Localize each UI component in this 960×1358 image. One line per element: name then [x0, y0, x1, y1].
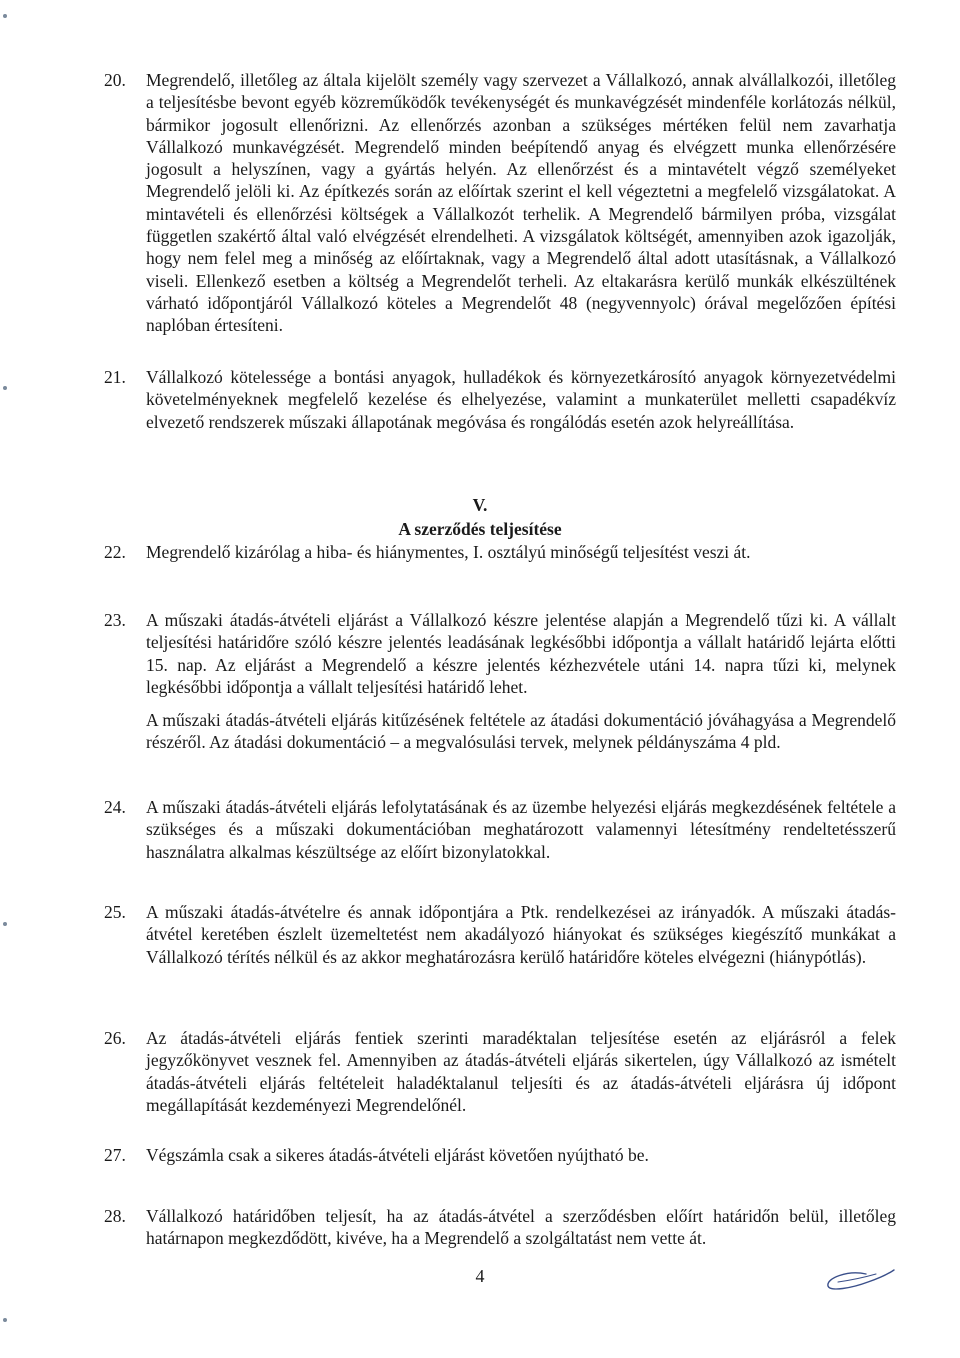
section-number: V. — [472, 495, 488, 515]
clause-paragraph: Végszámla csak a sikeres átadás-átvételi eljárást követően nyújtható be. — [146, 1145, 649, 1165]
clause-body — [146, 366, 896, 433]
clause-body — [146, 1205, 896, 1250]
scan-mark — [3, 1318, 7, 1322]
clause-body — [146, 69, 896, 337]
clause-paragraph: A műszaki átadás-átvételi eljárás lefolytatásának és az üzembe helyezési eljárás megkezdésének feltétele a szükséges és a műszaki dokumentációban meghatározott valamennyi létesítmény rendeltetésszerű használatra alkalmas készültsége az előírt bizonylatokkal. — [146, 797, 896, 862]
clause-number: 28. — [104, 1206, 126, 1226]
scan-mark — [3, 922, 7, 926]
page-number: 4 — [475, 1266, 485, 1286]
clause-number: 22. — [104, 542, 126, 562]
section-title: A szerződés teljesítése — [398, 519, 562, 539]
clause-body — [146, 609, 896, 754]
clause-paragraph: Megrendelő, illetőleg az általa kijelölt személy vagy szervezet a Vállalkozó, annak alvállalkozói, illetőleg a teljesítésbe bevont egyéb közreműködők tevékenységét és munkavégzését mindenféle korlátozás nélkül, bármikor jogosult ellenőrizni. Az ellenőrzés azonban a szükséges mértéken felül nem zavarhatja Vállalkozó munkavégzését. Megrendelő minden beépítendő anyag és elvégzett munka ellenőrzésére jogosult a helyszínen, vagy a gyártás helyén. Az ellenőrzést és a mintavételt végző személyeket Megrendelő jelöli ki. Az építkezés során az előírtak szerint el kell végeztetni a megfelelő vizsgálatokat. A mintavételi és ellenőrzési költségek a Vállalkozót terhelik. A Megrendelő bármilyen próba, vizsgálat független szakértő által való elvégzését elrendelheti. A vizsgálatok költségét, amennyiben azok igazolják, hogy nem felel meg a minőség az előírtaknak, vagy a Megrendelő által adott utasításnak, a Vállalkozó viseli. Ellenkező esetben a költség a Megrendelőt terheli. Az eltakarásra kerülő munkák elkészültének várható időpontjáról Vállalkozó köteles a Megrendelőt 48 (negyvennyolc) órával megelőzően építési naplóban értesíteni. — [146, 70, 896, 336]
clause-paragraph: Vállalkozó kötelessége a bontási anyagok, hulladékok és környezetkárosító anyagok környezetvédelmi követelményeknek megfelelő kezelése és elhelyezése, valamint a munkaterület melletti csapadékvíz elvezető rendszerek műszaki állapotának megóvása és rongálódás esetén azok helyreállítása. — [146, 367, 896, 432]
clause-body — [146, 541, 896, 563]
signature-icon — [818, 1258, 898, 1298]
clause-paragraph: Megrendelő kizárólag a hiba- és hiánymentes, I. osztályú minőségű teljesítést veszi át. — [146, 542, 751, 562]
clause-25 — [104, 901, 896, 968]
clause-number: 23. — [104, 610, 126, 630]
clause-27 — [104, 1144, 896, 1166]
clause-paragraph: Az átadás-átvételi eljárás fentiek szerinti maradéktalan teljesítése esetén az eljárásról a felek jegyzőkönyvet vesznek fel. Amennyiben az átadás-átvételi eljárás sikertelen, úgy Vállalkozó az ismételt átadás-átvételi eljárás feltételeit haladéktalanul teljesíti és az átadás-átvételi eljárásra új időpont megállapítását kezdeményezi Megrendelőnél. — [146, 1028, 896, 1115]
clause-paragraph: A műszaki átadás-átvételi eljárás kitűzésének feltétele az átadási dokumentáció jóváhagyása a Megrendelő részéről. Az átadási dokumentáció – a megvalósulási tervek, melynek példányszáma 4 pld. — [146, 710, 896, 753]
clause-paragraph: Vállalkozó határidőben teljesít, ha az átadás-átvétel a szerződésben előírt határidőn belül, illetőleg határnapon megkezdődött, kivéve, ha a Megrendelő a szolgáltatást nem vette át. — [146, 1206, 896, 1249]
clause-20 — [104, 69, 896, 337]
clause-26 — [104, 1027, 896, 1116]
clause-body — [146, 796, 896, 863]
clause-paragraph: A műszaki átadás-átvételi eljárást a Vállalkozó készre jelentése alapján a Megrendelő tűzi ki. A vállalt teljesítési határidőre szóló készre jelentés leadásának legkésőbbi időpontja a vállalt határidő lejárta előtti 15. nap. Az eljárást a Megrendelő a készre jelentés kézhezvétele utáni 14. napra tűzi ki, melynek legkésőbbi időpontja a vállalt teljesítési határidő lehet. — [146, 610, 896, 697]
clause-body — [146, 1027, 896, 1116]
clause-24 — [104, 796, 896, 863]
clause-body — [146, 1144, 896, 1166]
clause-28 — [104, 1205, 896, 1250]
clause-number: 27. — [104, 1145, 126, 1165]
clause-number: 21. — [104, 367, 126, 387]
scan-mark — [3, 14, 7, 18]
clause-number: 25. — [104, 902, 126, 922]
clause-number: 26. — [104, 1028, 126, 1048]
clause-23 — [104, 609, 896, 754]
clause-number: 20. — [104, 70, 126, 90]
clause-number: 24. — [104, 797, 126, 817]
clause-21 — [104, 366, 896, 433]
scan-mark — [3, 386, 7, 390]
clause-paragraph: A műszaki átadás-átvételre és annak időpontjára a Ptk. rendelkezései az irányadók. A műszaki átadás-átvétel keretében észlelt üzemeltetést nem akadályozó hiányokat és szükséges kiegészítő munkákat a Vállalkozó térítés nélkül és az akkor meghatározásra kerülő határidőre köteles elvégezni (hiánypótlás). — [146, 902, 896, 967]
clause-body — [146, 901, 896, 968]
clause-22 — [104, 541, 896, 563]
